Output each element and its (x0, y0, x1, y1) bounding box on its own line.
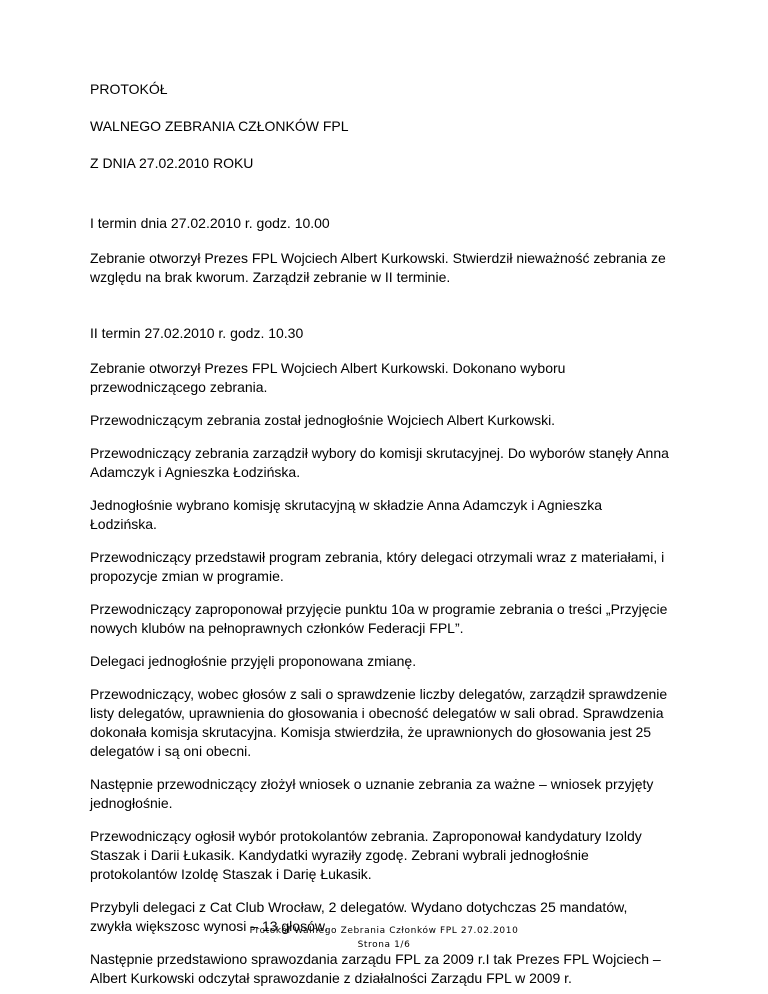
paragraph: Przewodniczący, wobec głosów z sali o sprawdzenie liczby delegatów, zarządził sprawdzenie listy delegatów, uprawnienia do głosowania i obecność delegatów w sali obrad. Sprawdzenia dokonała komisja skrutacyjna. Komisja stwierdziła, że uprawnionych do głosowania jest 25 delegatów i są oni obecni. (90, 686, 668, 759)
paragraph: Przybyli delegaci z Cat Club Wrocław, 2 delegatów. Wydano dotychczas 25 mandatów, zwykła większosc wynosi – 13 głosów. (90, 899, 628, 934)
footer-document-title: Protokół Walnego Zebrania Członków FPL 27.02.2010 (249, 926, 519, 936)
paragraph: Przewodniczący zaproponował przyjęcie punktu 10a w programie zebrania o treści „Przyjęcie nowych klubów na pełnoprawnych członków Federacji FPL”. (90, 601, 668, 636)
document-title-block (90, 80, 672, 173)
paragraph: Przewodniczący ogłosił wybór protokolantów zebrania. Zaproponował kandydatury Izoldy Staszak i Darii Łukasik. Kandydatki wyraziły zgodę. Zebrani wybrali jednogłośnie protokolantów Izoldę Staszak i Darię Łukasik. (90, 828, 642, 882)
paragraph: Przewodniczącym zebrania został jednogłośnie Wojciech Albert Kurkowski. (90, 412, 556, 428)
paragraph: Następnie przedstawiono sprawozdania zarządu FPL za 2009 r.I tak Prezes FPL Wojciech – Albert Kurkowski odczytał sprawozdanie z działalności Zarządu FPL w 2009 r. (90, 951, 661, 986)
title-line-protokol: PROTOKÓŁ (90, 81, 168, 97)
title-line-meeting: WALNEGO ZEBRANIA CZŁONKÓW FPL (90, 118, 349, 134)
paragraph: Zebranie otworzył Prezes FPL Wojciech Albert Kurkowski. Dokonano wyboru przewodniczącego zebrania. (90, 360, 566, 395)
second-term-heading: II termin 27.02.2010 r. godz. 10.30 (90, 325, 304, 341)
paragraph: Następnie przewodniczący złożył wniosek o uznanie zebrania za ważne – wniosek przyjęty jednogłośnie. (90, 776, 654, 811)
footer-page-number: Strona 1/6 (357, 940, 411, 950)
spacer (90, 191, 672, 214)
paragraph: Przewodniczący zebrania zarządził wybory do komisji skrutacyjnej. Do wyborów stanęły Anna Adamczyk i Agnieszka Łodzińska. (90, 445, 669, 480)
first-term-heading: I termin dnia 27.02.2010 r. godz. 10.00 (90, 215, 330, 231)
spacer (90, 301, 672, 324)
paragraph: Zebranie otworzył Prezes FPL Wojciech Albert Kurkowski. Stwierdził nieważność zebrania ze względu na brak kworum. Zarządził zebranie w II terminie. (90, 250, 666, 285)
paragraph: Jednogłośnie wybrano komisję skrutacyjną w składzie Anna Adamczyk i Agnieszka Łodzińska. (90, 497, 603, 532)
page-footer (0, 924, 768, 952)
paragraph: Przewodniczący przedstawił program zebrania, który delegaci otrzymali wraz z materiałami, i propozycje zmian w programie. (90, 549, 665, 584)
document-body (90, 214, 672, 988)
title-line-date: Z DNIA 27.02.2010 ROKU (90, 155, 254, 171)
paragraph: Delegaci jednogłośnie przyjęli proponowana zmianę. (90, 653, 417, 669)
